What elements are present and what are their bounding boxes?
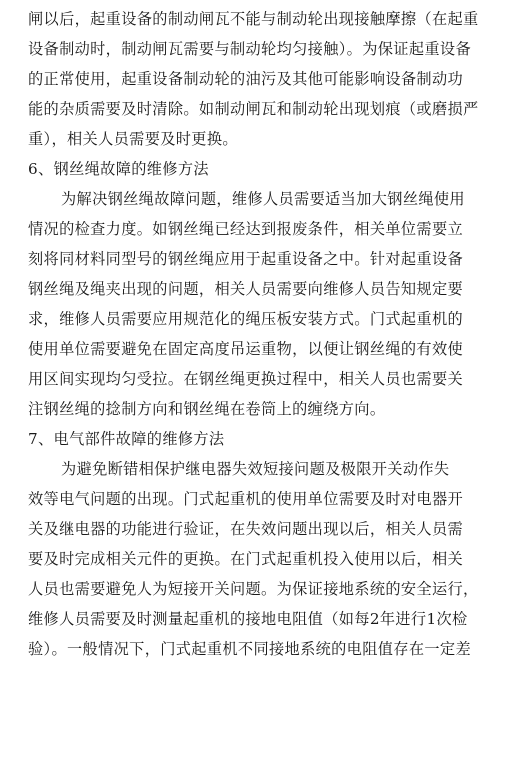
text-line: 的正常使用，起重设备制动轮的油污及其他可能影响设备制动功 bbox=[28, 70, 464, 88]
text-line: 钢丝绳及绳夹出现的问题，相关人员需要向维修人员告知规定要 bbox=[28, 280, 464, 298]
text-line: 能的杂质需要及时清除。如制动闸瓦和制动轮出现划痕（或磨损严 bbox=[28, 100, 479, 118]
text-line: 情况的检查力度。如钢丝绳已经达到报废条件，相关单位需要立 bbox=[28, 220, 464, 238]
text-line: 求，维修人员需要应用规范化的绳压板安装方式。门式起重机的 bbox=[28, 310, 464, 328]
paragraph-electrical bbox=[28, 454, 496, 664]
text-line: 要及时完成相关元件的更换。在门式起重机投入使用以后，相关 bbox=[28, 550, 464, 568]
text-line: 为避免断错相保护继电器失效短接问题及极限开关动作失 bbox=[61, 460, 450, 478]
text-line: 为解决钢丝绳故障问题，维修人员需要适当加大钢丝绳使用 bbox=[61, 190, 465, 208]
text-line: 闸以后，起重设备的制动闸瓦不能与制动轮出现接触摩擦（在起重 bbox=[28, 10, 479, 28]
text-line: 用区间实现均匀受拉。在钢丝绳更换过程中，相关人员也需要关 bbox=[28, 370, 464, 388]
text-line: 重），相关人员需要及时更换。 bbox=[28, 130, 238, 148]
text-line: 验）。一般情况下，门式起重机不同接地系统的电阻值存在一定差 bbox=[28, 640, 471, 658]
text-line: 注钢丝绳的捻制方向和钢丝绳在卷筒上的缠绕方向。 bbox=[28, 400, 386, 418]
text-line: 关及继电器的功能进行验证，在失效问题出现以后，相关人员需 bbox=[28, 520, 464, 538]
paragraph-brake-maintenance bbox=[28, 4, 496, 154]
text-line: 设备制动时，制动闸瓦需要与制动轮均匀接触）。为保证起重设备 bbox=[28, 40, 471, 58]
section-heading-6: 6、钢丝绳故障的维修方法 bbox=[28, 160, 209, 178]
text-line: 维修人员需要及时测量起重机的接地电阻值（如每2年进行1次检 bbox=[28, 610, 468, 628]
text-line: 使用单位需要避免在固定高度吊运重物，以便让钢丝绳的有效使 bbox=[28, 340, 464, 358]
section-heading-7: 7、电气部件故障的维修方法 bbox=[28, 430, 225, 448]
paragraph-wire-rope bbox=[28, 184, 496, 424]
text-line: 人员也需要避免人为短接开关问题。为保证接地系统的安全运行， bbox=[28, 580, 479, 598]
text-line: 刻将同材料同型号的钢丝绳应用于起重设备之中。针对起重设备 bbox=[28, 250, 464, 268]
text-line: 效等电气问题的出现。门式起重机的使用单位需要及时对电器开 bbox=[28, 490, 464, 508]
